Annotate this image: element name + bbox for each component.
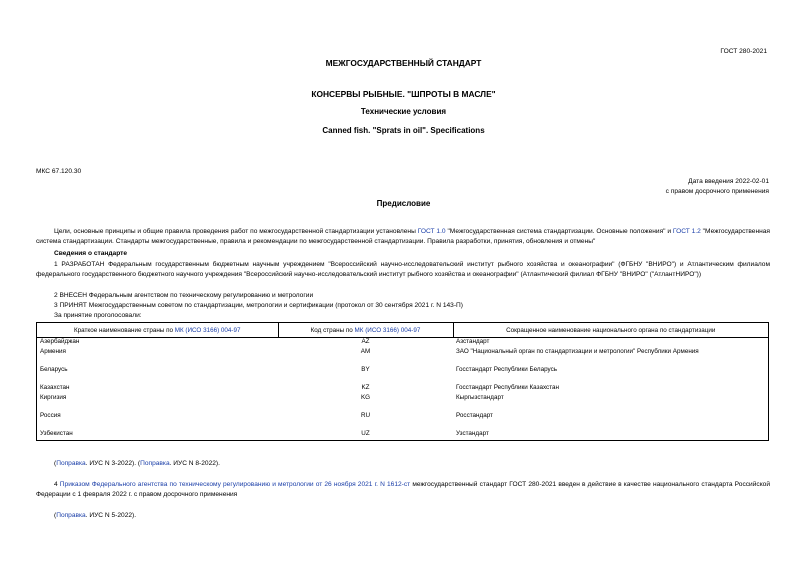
table-header-row — [37, 323, 769, 338]
country-cell: Армения — [40, 347, 66, 355]
body-cell: Азстандарт — [456, 338, 490, 345]
item-1-developed-by: 1 РАЗРАБОТАН Федеральным государственным бюджетным научным учреждением "Всероссийский научно-исследовательский институт рыбного хозяйства и океанографии" (ФГБНУ "ВНИРО") и Атлантическим филиалом федерального государственного бюджетного научного учреждения "Всероссийский научно-исследовательский институт рыбного хозяйства и океанографии" (Атлантический филиал ФГБНУ "ВНИРО" ("АтлантНИРО")) — [36, 261, 770, 279]
document-title-en: Canned fish. "Sprats in oil". Specifications — [322, 126, 485, 135]
item-2-submitted-by: 2 ВНЕСЕН Федеральным агентством по техническому регулированию и метрологии — [54, 292, 314, 299]
code-cell: UZ — [278, 430, 453, 441]
table-row — [37, 430, 769, 441]
item-3-adopted-by: 3 ПРИНЯТ Межгосударственным советом по стандартизации, метрологии и сертификации (протокол от 30 сентября 2021 г. N 143-П) — [54, 302, 463, 309]
table-row — [37, 394, 769, 412]
preface-heading: Предисловие — [376, 199, 431, 208]
code-cell: BY — [361, 365, 370, 373]
country-cell: Россия — [40, 411, 61, 419]
intro-text: Цели, основные принципы и общие правила проведения работ по межгосударственной стандартизации установлены — [54, 228, 418, 235]
country-cell: Киргизия — [40, 393, 67, 401]
introduction-date: Дата введения 2022-02-01 — [688, 178, 769, 185]
country-cell: Беларусь — [40, 365, 68, 373]
standard-info-heading: Сведения о стандарте — [54, 250, 128, 257]
intro-text: "Межгосударственная система стандартизации. Основные положения" и — [445, 228, 673, 235]
body-cell: Госстандарт Республики Казахстан — [456, 383, 560, 391]
amendment-text: . ИУС N 5-2022). — [85, 512, 137, 519]
code-cell: KG — [360, 393, 371, 401]
column-header-country — [37, 323, 279, 338]
column-header-body: Сокращенное наименование национального органа по стандартизации — [453, 323, 769, 338]
code-cell: AM — [360, 347, 371, 355]
table-row — [37, 384, 769, 394]
amendment-note-2 — [54, 511, 136, 521]
mk-iso-3166-link[interactable]: МК (ИСО 3166) 004-97 — [354, 326, 421, 334]
column-header-code — [278, 323, 453, 338]
voting-countries-table — [36, 322, 769, 441]
amendment-text: . ИУС N 8-2022). — [169, 460, 220, 467]
amendment-text: . ИУС N 3-2022). ( — [85, 460, 141, 467]
early-application-note: с правом досрочного применения — [665, 188, 769, 195]
country-cell: Узбекистан — [37, 430, 279, 441]
amendment-link[interactable]: Поправка — [56, 460, 86, 467]
document-subtitle-ru: Технические условия — [360, 107, 447, 116]
amendment-link[interactable]: Поправка — [140, 460, 170, 467]
intro-text: "Межгосударственная система стандартизации. Стандарты межгосударственные, правила и рекомендации по межгосударственной стандартизации. Правила разработки, принятия, обновления и отмены" — [36, 228, 770, 246]
code-cell: RU — [360, 411, 371, 419]
table-row — [37, 338, 769, 348]
amendment-link[interactable]: Поправка — [56, 512, 86, 519]
code-cell: AZ — [361, 338, 370, 345]
body-cell: Кыргызстандарт — [456, 393, 504, 401]
document-code: ГОСТ 280-2021 — [720, 48, 767, 55]
intro-paragraph — [36, 227, 770, 247]
body-cell: Росстандарт — [456, 411, 493, 419]
body-cell: Госстандарт Республики Беларусь — [456, 365, 558, 373]
code-cell: KZ — [361, 383, 370, 391]
standard-type-heading: МЕЖГОСУДАРСТВЕННЫЙ СТАНДАРТ — [325, 58, 482, 68]
document-title-ru: КОНСЕРВЫ РЫБНЫЕ. "ШПРОТЫ В МАСЛЕ" — [311, 89, 496, 99]
rosstandart-order-link[interactable]: Приказом Федерального агентства по техническому регулированию и метрологии от 26 ноября 2021 г. N 1612-ст — [59, 481, 411, 488]
gost-1-2-link[interactable]: ГОСТ 1.2 — [672, 228, 701, 235]
amendment-text: ( — [54, 460, 57, 467]
country-cell: Азербайджан — [40, 338, 80, 345]
amendment-text: ( — [54, 512, 57, 519]
body-cell: Узстандарт — [453, 430, 769, 441]
gost-1-0-link[interactable]: ГОСТ 1.0 — [417, 228, 446, 235]
country-cell: Казахстан — [40, 383, 70, 391]
table-row — [37, 366, 769, 384]
column-header-text: Краткое наименование страны по — [73, 326, 175, 334]
mk-iso-3166-link[interactable]: МК (ИСО 3166) 004-97 — [174, 326, 241, 334]
voted-for-label: За принятие проголосовали: — [54, 312, 142, 319]
amendment-note-1 — [54, 459, 220, 469]
table-row — [37, 412, 769, 430]
item-number: 4 — [54, 481, 60, 488]
column-header-text: Код страны по — [310, 326, 355, 334]
item-4-enacted-by — [36, 480, 770, 500]
mks-code: МКС 67.120.30 — [36, 168, 82, 175]
item-4-text: межгосударственный стандарт ГОСТ 280-2021 введен в действие в качестве национального стандарта Российской Федерации с 1 февраля 2022 г. с правом досрочного применения — [36, 481, 771, 499]
table-row — [37, 348, 769, 366]
body-cell: ЗАО "Национальный орган по стандартизации и метрологии" Республики Армения — [456, 347, 699, 355]
